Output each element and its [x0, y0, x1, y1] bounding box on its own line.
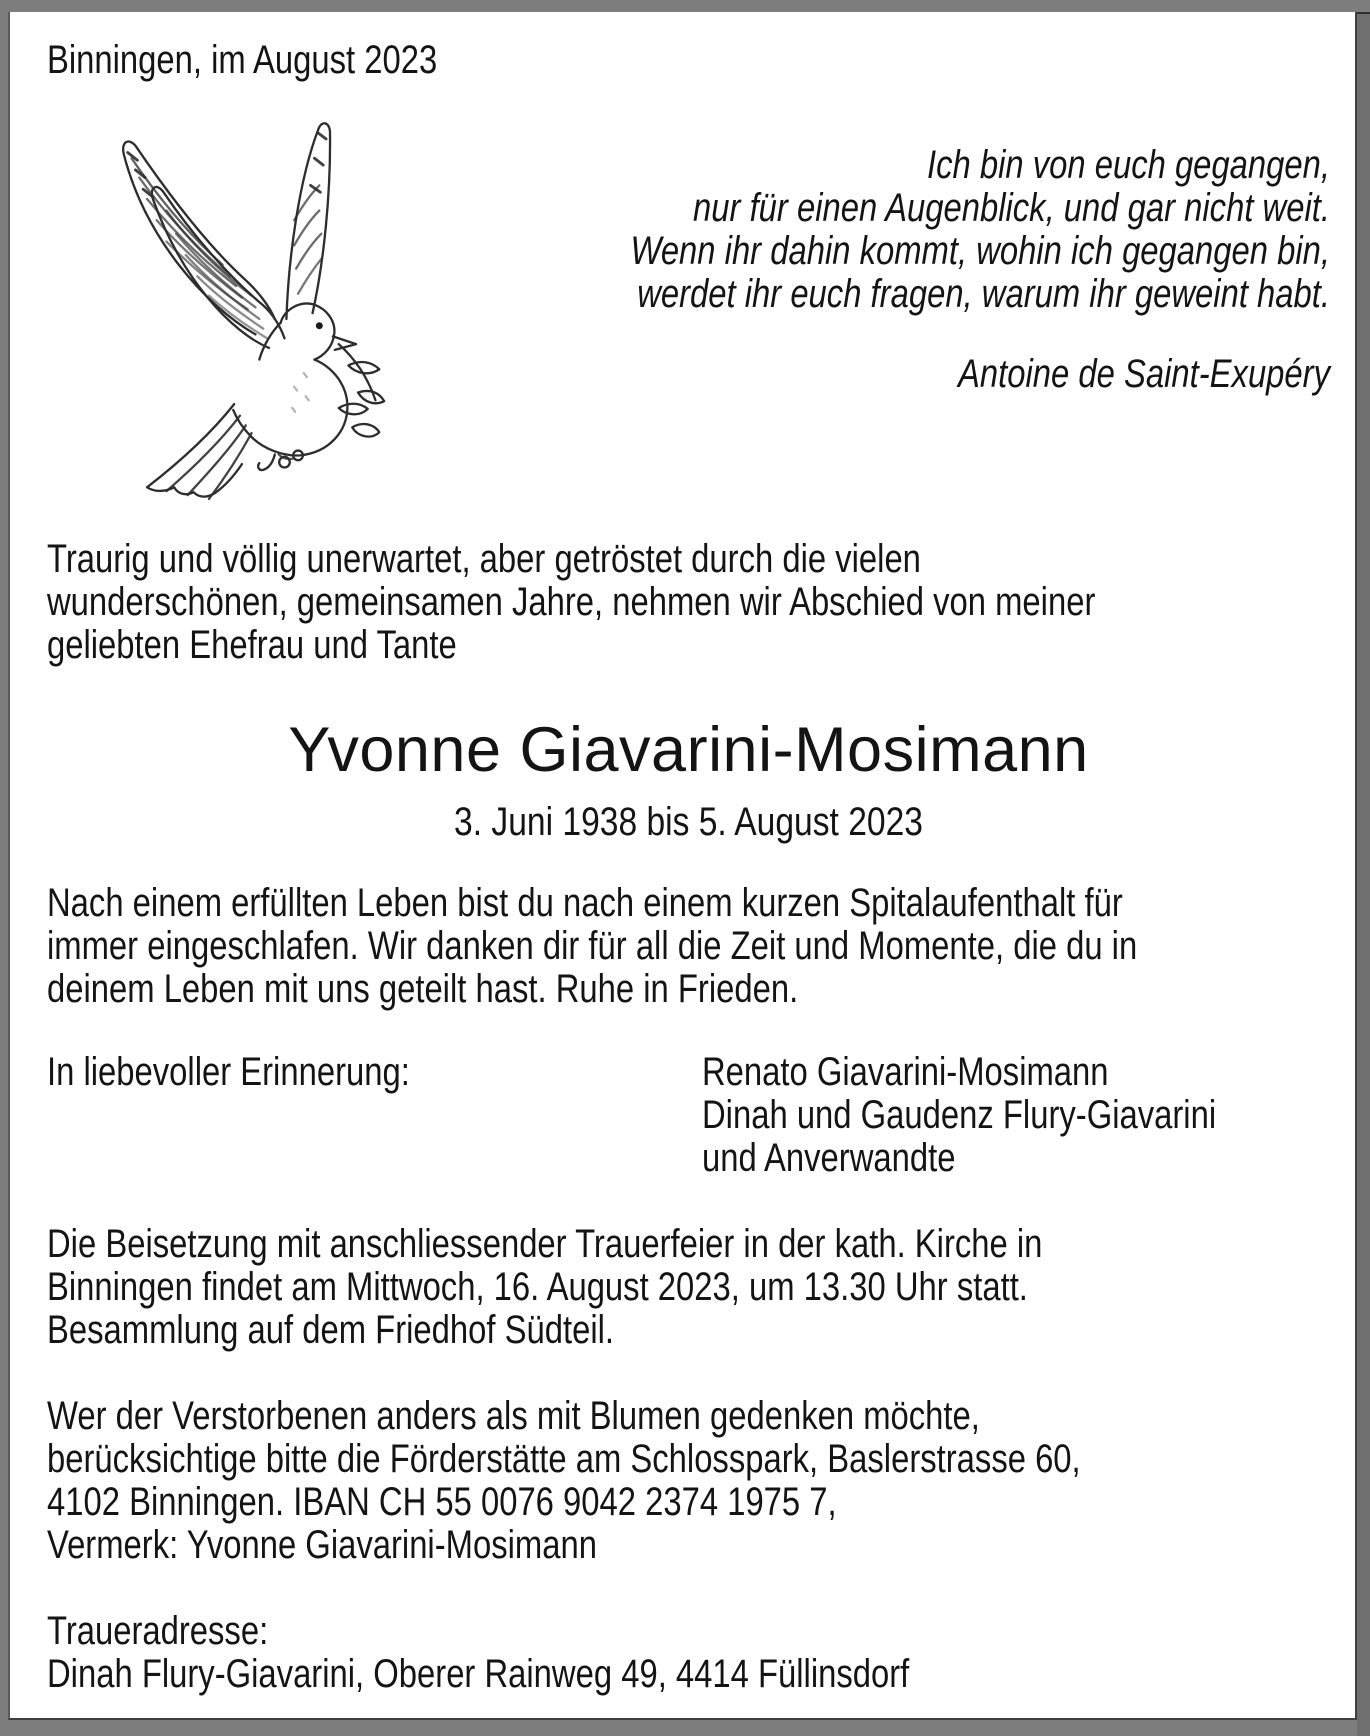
- tribute-line: deinem Leben mit uns geteilt hast. Ruhe in Frieden.: [47, 967, 799, 1011]
- remembrance-label: In liebevoller Erinnerung:: [47, 1050, 410, 1094]
- mourner-name: Dinah und Gaudenz Flury-Giavarini: [702, 1093, 1217, 1137]
- mourning-address: [47, 1610, 1099, 1696]
- window-right-margin: [1357, 12, 1370, 1736]
- tribute-line: Nach einem erfüllten Leben bist du nach einem kurzen Spitalaufenthalt für: [47, 881, 1123, 925]
- tribute-paragraph: [47, 881, 1138, 1011]
- poem-author: Antoine de Saint-Exupéry: [958, 352, 1330, 396]
- obituary-page: [8, 12, 1357, 1720]
- poem-line: werdet ihr euch fragen, warum ihr geweint habt.: [637, 272, 1330, 316]
- poem-line: Ich bin von euch gegangen,: [926, 143, 1330, 187]
- life-dates: 3. Juni 1938 bis 5. August 2023: [454, 800, 923, 844]
- funeral-line: Besammlung auf dem Friedhof Südteil.: [47, 1308, 615, 1352]
- intro-line: Traurig und völlig unerwartet, aber getröstet durch die vielen: [47, 537, 921, 581]
- funeral-details: [47, 1223, 1099, 1352]
- funeral-line: Binningen findet am Mittwoch, 16. August 2023, um 13.30 Uhr statt.: [47, 1265, 1028, 1309]
- donation-line: berücksichtige bitte die Förderstätte am Schlosspark, Baslerstrasse 60,: [47, 1437, 1081, 1481]
- donation-line: Wer der Verstorbenen anders als mit Blumen gedenken möchte,: [47, 1394, 980, 1438]
- intro-line: wunderschönen, gemeinsamen Jahre, nehmen wir Abschied von meiner: [47, 580, 1096, 624]
- donation-line: Vermerk: Yvonne Giavarini-Mosimann: [47, 1523, 597, 1567]
- mourning-address-value: Dinah Flury-Giavarini, Oberer Rainweg 49, 4414 Füllinsdorf: [47, 1652, 910, 1696]
- tribute-line: immer eingeschlafen. Wir danken dir für all die Zeit und Momente, die du in: [47, 924, 1138, 968]
- mourners-list: [702, 1051, 1216, 1180]
- poem-line: nur für einen Augenblick, und gar nicht weit.: [693, 186, 1330, 230]
- obituary-content: [47, 12, 1330, 1718]
- mourning-address-label: Traueradresse:: [47, 1609, 269, 1653]
- deceased-name: Yvonne Giavarini-Mosimann: [288, 715, 1089, 785]
- poem-line: Wenn ihr dahin kommt, wohin ich gegangen bin,: [630, 229, 1330, 273]
- memorial-poem: [278, 144, 1330, 396]
- intro-paragraph: [47, 538, 1099, 667]
- mourner-name: und Anverwandte: [702, 1136, 956, 1180]
- funeral-line: Die Beisetzung mit anschliessender Trauerfeier in der kath. Kirche in: [47, 1222, 1043, 1266]
- donation-details: [47, 1395, 1099, 1567]
- donation-line: 4102 Binningen. IBAN CH 55 0076 9042 2374 1975 7,: [47, 1480, 837, 1524]
- dateline: Binningen, im August 2023: [47, 38, 438, 82]
- mourner-name: Renato Giavarini-Mosimann: [702, 1050, 1109, 1094]
- intro-line: geliebten Ehefrau und Tante: [47, 623, 457, 667]
